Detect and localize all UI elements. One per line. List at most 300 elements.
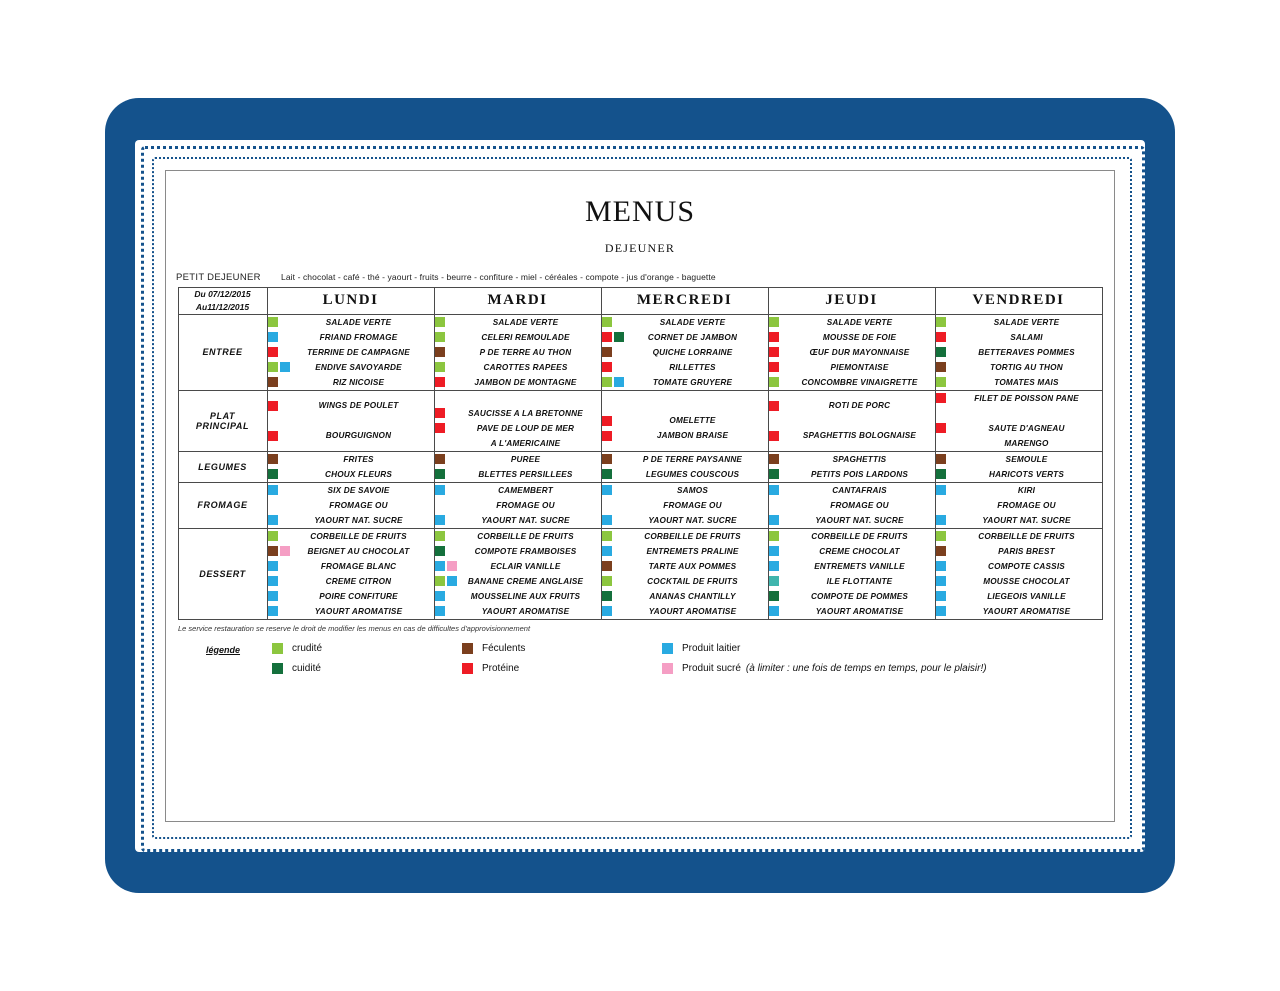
color-chips [936, 469, 966, 479]
dish-label: SALADE VERTE [492, 317, 559, 327]
color-chips [268, 561, 298, 571]
legend-label-sucre: Produit sucré [682, 662, 741, 674]
menu-cell [601, 482, 768, 528]
chip-crudite [268, 317, 278, 327]
menu-line [769, 483, 935, 498]
chip-proteine [769, 431, 779, 441]
date-to: Au11/12/2015 [195, 301, 250, 312]
chip-laitier [435, 606, 445, 616]
color-chips [435, 469, 465, 479]
dish-label: SALADE VERTE [659, 317, 726, 327]
color-chips [602, 546, 632, 556]
color-chips [769, 576, 799, 586]
dish-label: MOUSSELINE AUX FRUITS [470, 591, 581, 601]
day-header-jeudi: JEUDI [768, 288, 935, 315]
legend-item-feculents [462, 643, 662, 654]
menu-line [268, 559, 434, 574]
chip-proteine [602, 332, 612, 342]
color-chips [602, 416, 632, 426]
color-chips [602, 531, 632, 541]
dish-label: ENTREMETS PRALINE [646, 546, 739, 556]
dish-label: SALAMI [1010, 332, 1043, 342]
menu-cell [768, 482, 935, 528]
menu-cell [768, 451, 935, 482]
dish-label: FROMAGE OU [663, 500, 722, 510]
day-header-lundi: LUNDI [267, 288, 434, 315]
chip-proteine [435, 377, 445, 387]
menu-line [268, 345, 434, 360]
chip-laitier [769, 485, 779, 495]
menu-line [602, 559, 768, 574]
menu-cell [935, 390, 1102, 451]
chip-proteine [602, 416, 612, 426]
dish-label: CORBEILLE DE FRUITS [477, 531, 574, 541]
color-chips [936, 347, 966, 357]
chip-cuidite [268, 469, 278, 479]
chip-proteine [769, 332, 779, 342]
menu-cell [434, 451, 601, 482]
menu-line [435, 375, 601, 390]
dish-label: SALADE VERTE [325, 317, 392, 327]
dish-label: P DE TERRE PAYSANNE [642, 454, 743, 464]
chip-crudite [435, 531, 445, 541]
menu-cell [601, 314, 768, 390]
dish-label: ECLAIR VANILLE [490, 561, 561, 571]
legend-swatch-crudite [272, 643, 283, 654]
color-chips [602, 454, 632, 464]
color-chips [435, 347, 465, 357]
color-chips [268, 362, 298, 372]
chip-laitier [769, 515, 779, 525]
menu-cell [267, 314, 434, 390]
dish-label: CORBEILLE DE FRUITS [811, 531, 908, 541]
color-chips [769, 431, 799, 441]
menu-line [769, 604, 935, 619]
menu-line [769, 467, 935, 482]
menu-line [602, 513, 768, 528]
menu-line [936, 360, 1102, 375]
color-chips [936, 591, 966, 601]
menu-line [602, 529, 768, 544]
color-chips [435, 576, 465, 586]
chip-sucre [447, 561, 457, 571]
chip-laitier [268, 485, 278, 495]
chip-laitier [769, 561, 779, 571]
dish-label: YAOURT NAT. SUCRE [314, 515, 403, 525]
dish-label: CORBEILLE DE FRUITS [978, 531, 1075, 541]
menu-line [268, 413, 434, 428]
menu-line [268, 544, 434, 559]
chip-crudite [602, 317, 612, 327]
dish-label: MOUSSE CHOCOLAT [983, 576, 1070, 586]
menu-line [936, 544, 1102, 559]
dish-label: SEMOULE [1005, 454, 1048, 464]
chip-proteine [769, 347, 779, 357]
legend-swatch-proteine [462, 663, 473, 674]
menu-line [268, 589, 434, 604]
menu-cell [434, 528, 601, 619]
legend-label-proteine: Protéine [482, 662, 520, 674]
color-chips [435, 332, 465, 342]
dish-label: FROMAGE OU [496, 500, 555, 510]
menu-line [936, 375, 1102, 390]
dish-label: PARIS BREST [998, 546, 1055, 556]
menu-line [769, 452, 935, 467]
color-chips [769, 347, 799, 357]
chip-laitier [447, 576, 457, 586]
color-chips [936, 485, 966, 495]
dish-label: FROMAGE OU [997, 500, 1056, 510]
color-chips [602, 576, 632, 586]
menu-line [936, 589, 1102, 604]
table-row [178, 482, 1102, 528]
menu-cell [935, 482, 1102, 528]
menu-line [769, 398, 935, 413]
legend-label-laitier: Produit laitier [682, 642, 741, 654]
menu-line [602, 498, 768, 513]
dish-label: HARICOTS VERTS [989, 469, 1064, 479]
chip-cuidite [769, 591, 779, 601]
menu-line [268, 398, 434, 413]
chip-cuidite [602, 469, 612, 479]
dish-label: OMELETTE [669, 416, 716, 425]
menu-line [268, 529, 434, 544]
menu-line [769, 513, 935, 528]
dish-label: COMPOTE DE POMMES [810, 591, 909, 601]
color-chips [268, 347, 298, 357]
menu-line [602, 398, 768, 413]
dish-label: BANANE CREME ANGLAISE [467, 576, 584, 586]
menu-line [602, 574, 768, 589]
color-chips [268, 591, 298, 601]
legend-label-cuidite: cuidité [292, 662, 321, 674]
dish-label: COMPOTE FRAMBOISES [474, 546, 577, 556]
menu-line [769, 529, 935, 544]
menu-line [769, 360, 935, 375]
dish-label: CAMEMBERT [498, 485, 553, 495]
color-chips [769, 485, 799, 495]
chip-cuidite [435, 546, 445, 556]
table-row [178, 451, 1102, 482]
dish-label: ENTREMETS VANILLE [814, 561, 905, 571]
color-chips [769, 317, 799, 327]
chip-crudite [602, 531, 612, 541]
color-chips [769, 377, 799, 387]
menu-line [435, 330, 601, 345]
day-header-mercredi: MERCREDI [601, 288, 768, 315]
dish-label: SALADE VERTE [826, 317, 893, 327]
menu-cell [267, 482, 434, 528]
menu-line [602, 345, 768, 360]
color-chips [435, 454, 465, 464]
menu-cell [267, 451, 434, 482]
menu-line [602, 483, 768, 498]
menu-line [769, 330, 935, 345]
color-chips [435, 531, 465, 541]
row-label-plat-principal: PLAT PRINCIPAL [178, 390, 267, 451]
color-chips [435, 377, 465, 387]
menu-line [435, 589, 601, 604]
menu-line [435, 452, 601, 467]
color-chips [602, 591, 632, 601]
menu-line [936, 467, 1102, 482]
color-chips [268, 546, 298, 556]
date-range-header [178, 288, 267, 315]
menu-line [936, 529, 1102, 544]
table-row [178, 314, 1102, 390]
dish-label: RIZ NICOISE [332, 377, 385, 387]
dish-label: CHOUX FLEURS [325, 469, 392, 479]
dish-label: ANANAS CHANTILLY [649, 591, 736, 601]
dish-label: MOUSSE DE FOIE [822, 332, 897, 342]
color-chips [769, 469, 799, 479]
legend-swatch-cuidite [272, 663, 283, 674]
dish-label: CONCOMBRE VINAIGRETTE [801, 377, 918, 387]
menu-line [769, 375, 935, 390]
color-chips [268, 317, 298, 327]
dish-label: SALADE VERTE [993, 317, 1060, 327]
dish-label: POIRE CONFITURE [319, 591, 398, 601]
legend-swatch-laitier [662, 643, 673, 654]
legend-item-laitier [662, 643, 1092, 654]
menu-line [602, 452, 768, 467]
dish-label: CORBEILLE DE FRUITS [310, 531, 407, 541]
color-chips [936, 423, 966, 433]
color-chips [769, 546, 799, 556]
chip-crudite [435, 317, 445, 327]
menu-footnote: Le service restauration se reserve le droit de modifier les menus en cas de difficultes d'approvisionnement [178, 623, 531, 633]
chip-proteine [602, 362, 612, 372]
color-chips [268, 515, 298, 525]
chip-laitier [936, 515, 946, 525]
menu-table-body [178, 314, 1102, 619]
menu-line [936, 345, 1102, 360]
menu-cell [601, 528, 768, 619]
color-chips [769, 332, 799, 342]
legend-item-proteine [462, 663, 662, 674]
dish-label: ILE FLOTTANTE [826, 576, 893, 586]
legend-column-1 [272, 643, 462, 674]
color-chips [268, 401, 298, 411]
menu-line [435, 391, 601, 406]
chip-feculents [268, 454, 278, 464]
menu-line [435, 483, 601, 498]
chip-laitier [268, 576, 278, 586]
menu-line [602, 413, 768, 428]
chip-laitier [602, 606, 612, 616]
row-label-legumes: LEGUMES [178, 451, 267, 482]
menu-line [769, 345, 935, 360]
dish-label: YAOURT NAT. SUCRE [481, 515, 570, 525]
chip-laitier [602, 485, 612, 495]
color-chips [936, 454, 966, 464]
chip-laitier [936, 591, 946, 601]
legend-column-2 [462, 643, 662, 674]
dish-label: YAOURT NAT. SUCRE [815, 515, 904, 525]
chip-cuidite [614, 332, 624, 342]
dish-label: SAUTE D'AGNEAU [988, 423, 1065, 433]
chip-laitier [936, 576, 946, 586]
chip-proteine [769, 401, 779, 411]
menu-cell [935, 528, 1102, 619]
color-chips [268, 377, 298, 387]
dish-label: CORBEILLE DE FRUITS [644, 531, 741, 541]
chip-feculents [936, 546, 946, 556]
menu-line [936, 559, 1102, 574]
table-row [178, 390, 1102, 451]
menu-line [268, 428, 434, 443]
menu-line [936, 498, 1102, 513]
chip-crudite [936, 531, 946, 541]
chip-crudite [435, 362, 445, 372]
menu-cell [267, 390, 434, 451]
menu-line [936, 436, 1102, 451]
menu-line [435, 315, 601, 330]
chip-crudite [602, 377, 612, 387]
menu-line [268, 498, 434, 513]
breakfast-label: PETIT DEJEUNER [176, 272, 261, 283]
day-header-mardi: MARDI [434, 288, 601, 315]
chip-crudite [435, 332, 445, 342]
menu-line [435, 360, 601, 375]
color-chips [268, 576, 298, 586]
menu-cell [434, 390, 601, 451]
menu-line [268, 604, 434, 619]
chip-feculents [268, 546, 278, 556]
dish-label: YAOURT AROMATISE [815, 606, 904, 616]
menu-line [435, 345, 601, 360]
dish-label: WINGS DE POULET [318, 401, 399, 410]
dish-label: COMPOTE CASSIS [988, 561, 1065, 571]
chip-feculents [602, 347, 612, 357]
chip-laitier [268, 606, 278, 616]
menu-line [602, 604, 768, 619]
color-chips [769, 454, 799, 464]
menu-line [936, 406, 1102, 421]
chip-proteine [769, 362, 779, 372]
dish-label: FROMAGE OU [329, 500, 388, 510]
dish-label: BOURGUIGNON [325, 431, 392, 440]
color-chips [268, 431, 298, 441]
menu-cell [434, 482, 601, 528]
menu-line [435, 544, 601, 559]
color-chips [602, 347, 632, 357]
dish-label: TERRINE DE CAMPAGNE [307, 347, 410, 357]
table-header-row [178, 288, 1102, 315]
color-chips [936, 531, 966, 541]
chip-proteine [936, 423, 946, 433]
menu-line [936, 391, 1102, 406]
menu-line [435, 604, 601, 619]
chip-laitier [936, 485, 946, 495]
color-chips [268, 454, 298, 464]
color-chips [936, 606, 966, 616]
dish-label: CREME CHOCOLAT [819, 546, 900, 556]
menu-line [268, 483, 434, 498]
chip-laitier [268, 591, 278, 601]
menu-line [435, 529, 601, 544]
menu-line [268, 513, 434, 528]
chip-feculents [936, 454, 946, 464]
color-chips [268, 332, 298, 342]
dish-label: FILET DE POISSON PANE [974, 393, 1079, 403]
menu-line [769, 428, 935, 443]
color-chips [435, 561, 465, 571]
color-chips [769, 515, 799, 525]
dish-label: PIEMONTAISE [830, 362, 889, 372]
breakfast-row [176, 272, 1104, 283]
menu-line [268, 315, 434, 330]
menu-cell [935, 451, 1102, 482]
menu-cell [768, 314, 935, 390]
menu-cell [768, 528, 935, 619]
chip-laitier [936, 606, 946, 616]
chip-laitier [435, 485, 445, 495]
color-chips [769, 531, 799, 541]
menu-line [769, 498, 935, 513]
color-chips [936, 546, 966, 556]
menu-line [602, 330, 768, 345]
menu-line [936, 421, 1102, 436]
table-row [178, 528, 1102, 619]
chip-feculents [268, 377, 278, 387]
menu-line [936, 513, 1102, 528]
dish-label: SAMOS [676, 485, 709, 495]
legend [166, 643, 1114, 674]
legend-item-crudite [272, 643, 462, 654]
chip-laitier [769, 546, 779, 556]
color-chips [435, 606, 465, 616]
menu-line [602, 544, 768, 559]
menu-line [602, 589, 768, 604]
dish-label: CORNET DE JAMBON [647, 332, 738, 342]
menu-line [602, 360, 768, 375]
menu-line [435, 406, 601, 421]
dish-label: YAOURT AROMATISE [982, 606, 1071, 616]
legend-item-sucre [662, 663, 1092, 674]
row-label-entree: ENTREE [178, 314, 267, 390]
menu-line [769, 544, 935, 559]
legend-column-3 [662, 643, 1092, 674]
page-title: MENUS [584, 195, 695, 228]
dish-label: BLETTES PERSILLEES [478, 469, 573, 479]
color-chips [268, 531, 298, 541]
dish-label: SAUCISSE A LA BRETONNE [468, 408, 583, 418]
menu-line [602, 467, 768, 482]
menu-line [268, 360, 434, 375]
chip-laitier [435, 515, 445, 525]
chip-laitier [268, 515, 278, 525]
chip-crudite [602, 576, 612, 586]
menu-cell [434, 314, 601, 390]
chip-teal [769, 576, 779, 586]
color-chips [602, 332, 632, 342]
dish-label: TOMATE GRUYERE [652, 377, 733, 387]
chip-proteine [268, 347, 278, 357]
dish-label: CANTAFRAIS [832, 485, 887, 495]
chip-crudite [769, 317, 779, 327]
dish-label: YAOURT AROMATISE [648, 606, 737, 616]
chip-crudite [268, 362, 278, 372]
color-chips [936, 576, 966, 586]
legend-label-crudite: crudité [292, 642, 323, 654]
chip-laitier [268, 561, 278, 571]
dish-label: ŒUF DUR MAYONNAISE [809, 347, 910, 357]
dish-label: P DE TERRE AU THON [479, 347, 572, 357]
legend-item-cuidite [272, 663, 462, 674]
dish-label: BEIGNET AU CHOCOLAT [307, 546, 410, 556]
row-label-dessert: DESSERT [178, 528, 267, 619]
